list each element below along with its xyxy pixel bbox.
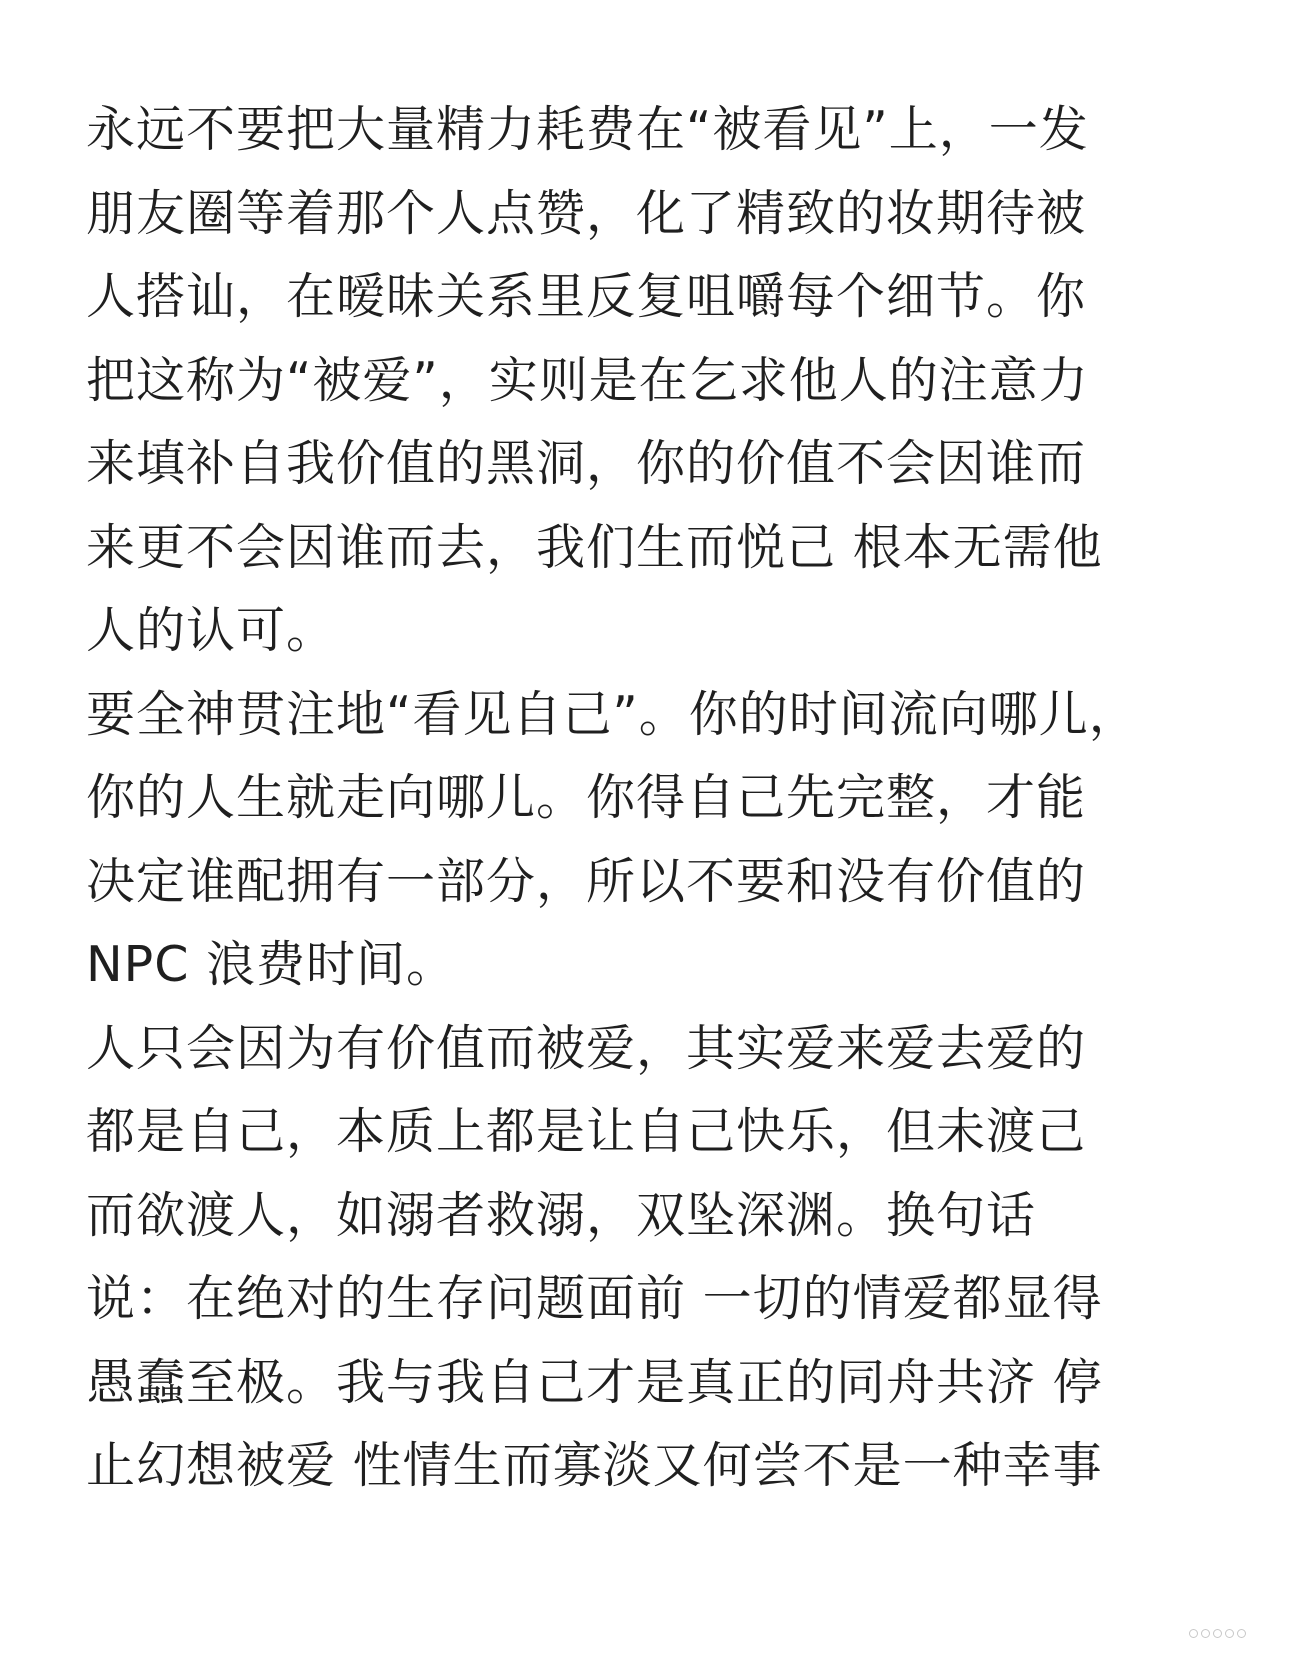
text-line: 人的认可。 <box>86 602 337 659</box>
text-line: 你的人生就走向哪儿。你得自己先完整，才能 <box>86 769 1087 826</box>
text-line: 朋友圈等着那个人点赞，化了精致的妆期待被 <box>86 184 1087 242</box>
watermark-dot-icon <box>1213 1629 1222 1638</box>
text-line: 人搭讪，在暧昧关系里反复咀嚼每个细节。你 <box>86 268 1087 325</box>
watermark-dot-icon <box>1189 1629 1198 1638</box>
text-line: 而欲渡人，如溺者救溺，双坠深渊。换句话 <box>86 1186 1037 1244</box>
text-line: 人只会因为有价值而被爱，其实爱来爱去爱的 <box>86 1019 1087 1077</box>
article-text <box>86 88 1216 1508</box>
watermark-dot-icon <box>1237 1629 1246 1638</box>
text-line: NPC 浪费时间。 <box>86 936 456 993</box>
text-line: 止幻想被爱 性情生而寡淡又何尝不是一种幸事 <box>86 1437 1103 1494</box>
text-line: 说：在绝对的生存问题面前 一切的情爱都显得 <box>86 1270 1103 1327</box>
text-line: 要全神贯注地“看见自己”。你的时间流向哪儿， <box>86 685 1139 743</box>
text-line: 永远不要把大量精力耗费在“被看见”上，一发 <box>86 101 1089 158</box>
text-line: 决定谁配拥有一部分，所以不要和没有价值的 <box>86 852 1087 910</box>
text-line: 来更不会因谁而去，我们生而悦己 根本无需他 <box>86 518 1103 576</box>
text-line: 来填补自我价值的黑洞，你的价值不会因谁而 <box>86 435 1087 492</box>
watermark-dots-icon <box>1189 1629 1246 1638</box>
watermark-dot-icon <box>1225 1629 1234 1638</box>
watermark-dot-icon <box>1201 1629 1210 1638</box>
text-line: 都是自己，本质上都是让自己快乐，但未渡己 <box>86 1103 1087 1160</box>
text-line: 把这称为“被爱”，实则是在乞求他人的注意力 <box>86 351 1089 409</box>
text-line: 愚蠢至极。我与我自己才是真正的同舟共济 停 <box>86 1353 1103 1411</box>
